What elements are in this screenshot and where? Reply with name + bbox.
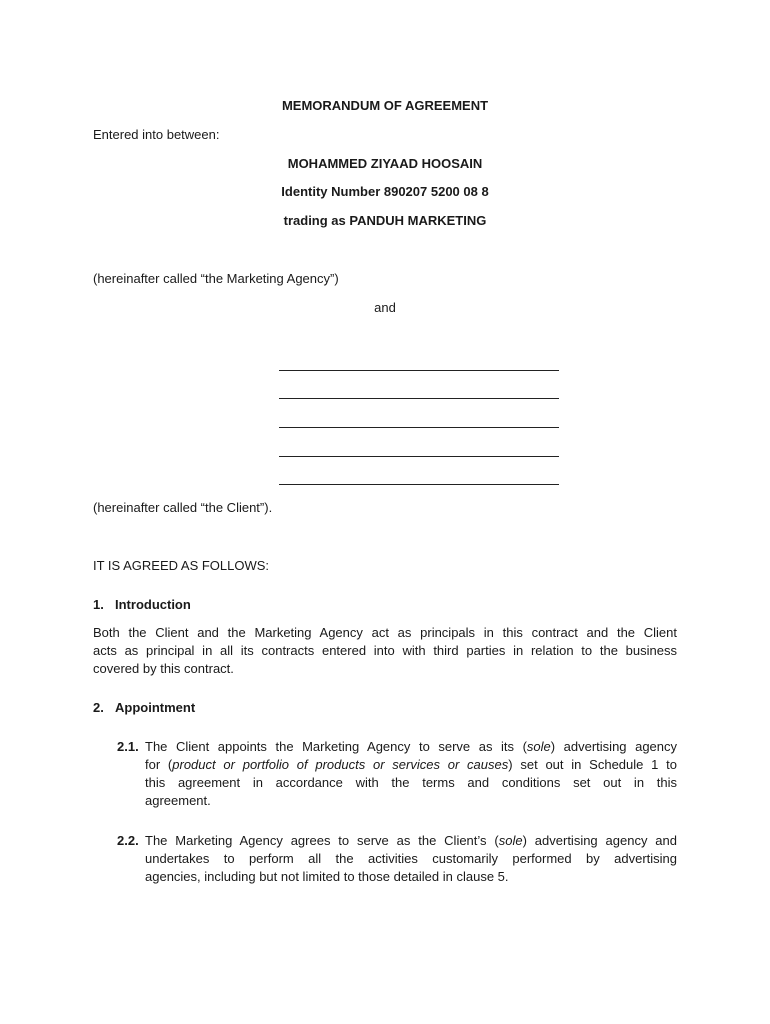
agreed-text: IT IS AGREED AS FOLLOWS:: [93, 558, 270, 573]
section-1-line-3: covered by this contract.: [93, 661, 234, 676]
clause-2-2-line-1-em: sole: [498, 833, 523, 848]
section-1-title: Introduction: [115, 597, 191, 612]
clause-2-1: [117, 738, 677, 810]
section-1-body: [93, 624, 677, 678]
clause-2-2-line-2: undertakes to perform all the activities customarily performed by advertising: [145, 851, 677, 866]
clause-2-1-line-4: agreement.: [145, 793, 211, 808]
clause-2-1-line-2-b: ) set out in Schedule 1 to: [508, 757, 677, 772]
clause-2-1-body: [145, 738, 677, 810]
intro-text: Entered into between:: [93, 127, 220, 142]
document-title: MEMORANDUM OF AGREEMENT: [281, 98, 489, 113]
client-blank-line-1: [279, 370, 559, 371]
clause-2-1-number: 2.1.: [117, 739, 139, 754]
party1-id: Identity Number 890207 5200 08 8: [281, 184, 489, 199]
client-blank-line-4: [279, 456, 559, 457]
clause-2-2: [117, 832, 677, 886]
clause-2-1-line-3: this agreement in accordance with the terms and conditions set out in this: [145, 775, 677, 790]
client-blank-line-5: [279, 484, 559, 485]
clause-2-2-number: 2.2.: [117, 833, 139, 848]
clause-2-1-line-1-b: ) advertising agency: [550, 739, 678, 754]
party1-name: MOHAMMED ZIYAAD HOOSAIN: [287, 156, 483, 171]
section-1-line-1: Both the Client and the Marketing Agency act as principals in this contract and the Client: [93, 625, 677, 640]
party1-trading: trading as PANDUH MARKETING: [283, 213, 487, 228]
section-2-heading: [93, 699, 195, 717]
clause-2-2-line-1-b: ) advertising agency and: [522, 833, 677, 848]
clause-2-1-line-2-em: product or portfolio of products or services or causes: [172, 757, 509, 772]
clause-2-2-line-3: agencies, including but not limited to those detailed in clause 5.: [145, 869, 509, 884]
party1-called: (hereinafter called “the Marketing Agency”): [93, 271, 339, 286]
party2-called: (hereinafter called “the Client”).: [93, 500, 273, 515]
section-2-number: 2.: [93, 700, 104, 715]
clause-2-1-line-2: [145, 756, 677, 774]
client-blank-line-3: [279, 427, 559, 428]
clause-2-1-line-2-a: for (: [145, 757, 173, 772]
client-blank-line-2: [279, 398, 559, 399]
clause-2-2-body: [145, 832, 677, 886]
clause-2-1-line-1-em: sole: [526, 739, 551, 754]
clause-2-1-line-1-a: The Client appoints the Marketing Agency to serve as its (: [145, 739, 527, 754]
clause-2-2-line-1: [145, 832, 677, 850]
and-text: and: [374, 300, 396, 315]
section-1-number: 1.: [93, 597, 104, 612]
section-1-heading: [93, 596, 191, 614]
clause-2-1-line-1: [145, 738, 677, 756]
clause-2-2-line-1-a: The Marketing Agency agrees to serve as the Client’s (: [145, 833, 499, 848]
section-2-title: Appointment: [115, 700, 196, 715]
section-1-line-2: acts as principal in all its contracts entered into with third parties in relation to the business: [93, 643, 677, 658]
